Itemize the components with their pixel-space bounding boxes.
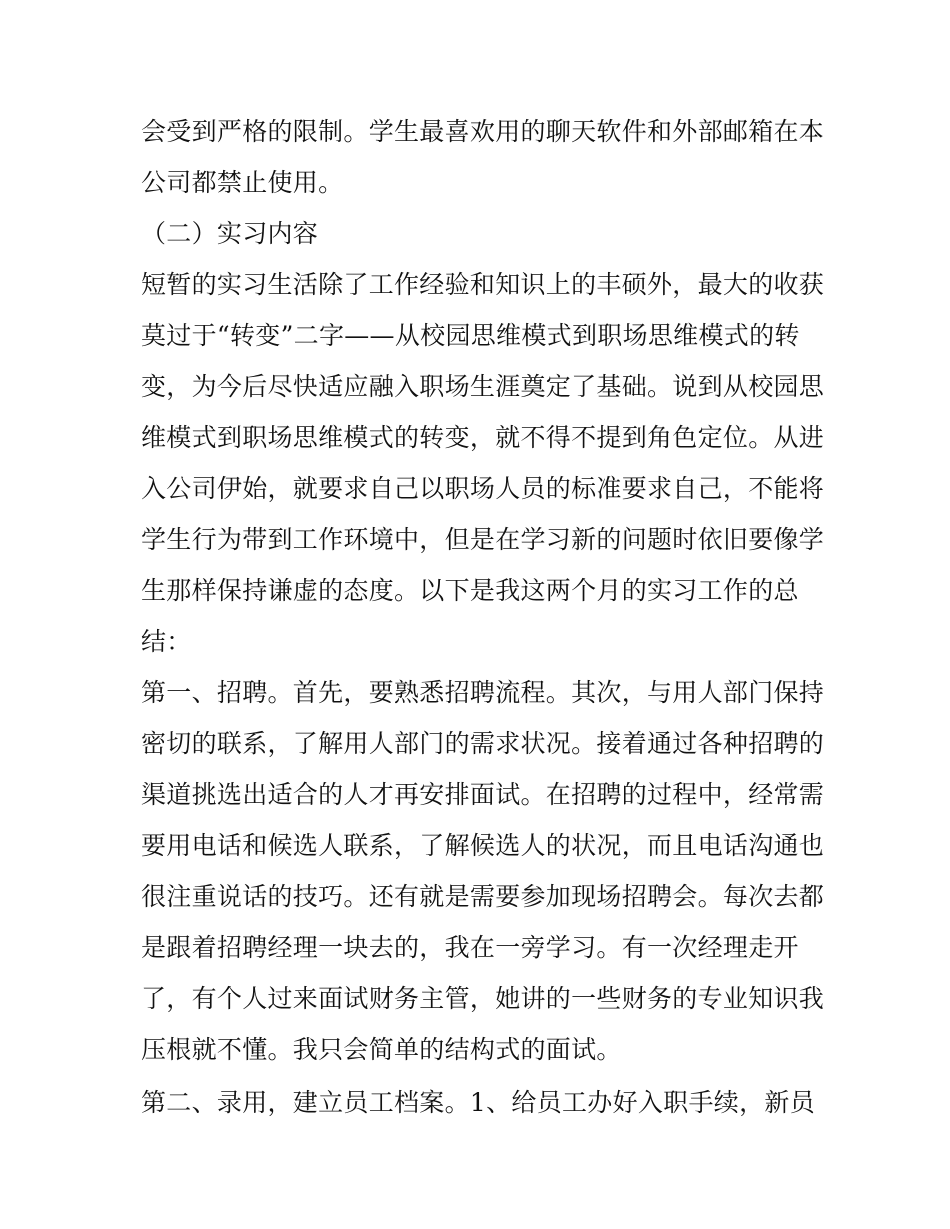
text-line: 压根就不懂。我只会简单的结构式的面试。 [141, 1035, 622, 1064]
text-line: 维模式到职场思维模式的转变，就不得不提到角色定位。从进 [141, 423, 825, 452]
text-line: 要用电话和候选人联系，了解候选人的状况，而且电话沟通也 [141, 831, 825, 860]
text-line: 是跟着招聘经理一块去的，我在一旁学习。有一次经理走开 [141, 933, 799, 962]
text-line: 短暂的实习生活除了工作经验和知识上的丰硕外，最大的收获 [141, 270, 825, 299]
section-heading: （二）实习内容 [141, 219, 319, 248]
text-line: 结： [141, 627, 192, 656]
text-line: 很注重说话的技巧。还有就是需要参加现场招聘会。每次去都 [141, 882, 825, 911]
text-line: 会受到严格的限制。学生最喜欢用的聊天软件和外部邮箱在本 [141, 117, 825, 146]
text-line: 生那样保持谦虚的态度。以下是我这两个月的实习工作的总 [141, 576, 799, 605]
document-body [141, 106, 825, 1128]
text-line: 公司都禁止使用。 [141, 168, 344, 197]
text-line: 第一、招聘。首先，要熟悉招聘流程。其次，与用人部门保持 [141, 678, 825, 707]
text-line: 变，为今后尽快适应融入职场生涯奠定了基础。说到从校园思 [141, 372, 825, 401]
text-line: 第二、录用，建立员工档案。1、给员工办好入职手续，新员 [141, 1088, 816, 1117]
text-line: 入公司伊始，就要求自己以职场人员的标准要求自己，不能将 [141, 474, 825, 503]
text-line: 莫过于“转变”二字——从校园思维模式到职场思维模式的转 [141, 321, 800, 350]
text-line: 密切的联系，了解用人部门的需求状况。接着通过各种招聘的 [141, 729, 825, 758]
text-line: 了，有个人过来面试财务主管，她讲的一些财务的专业知识我 [141, 984, 825, 1013]
text-line: 渠道挑选出适合的人才再安排面试。在招聘的过程中，经常需 [141, 780, 825, 809]
text-line: 学生行为带到工作环境中，但是在学习新的问题时依旧要像学 [141, 525, 825, 554]
